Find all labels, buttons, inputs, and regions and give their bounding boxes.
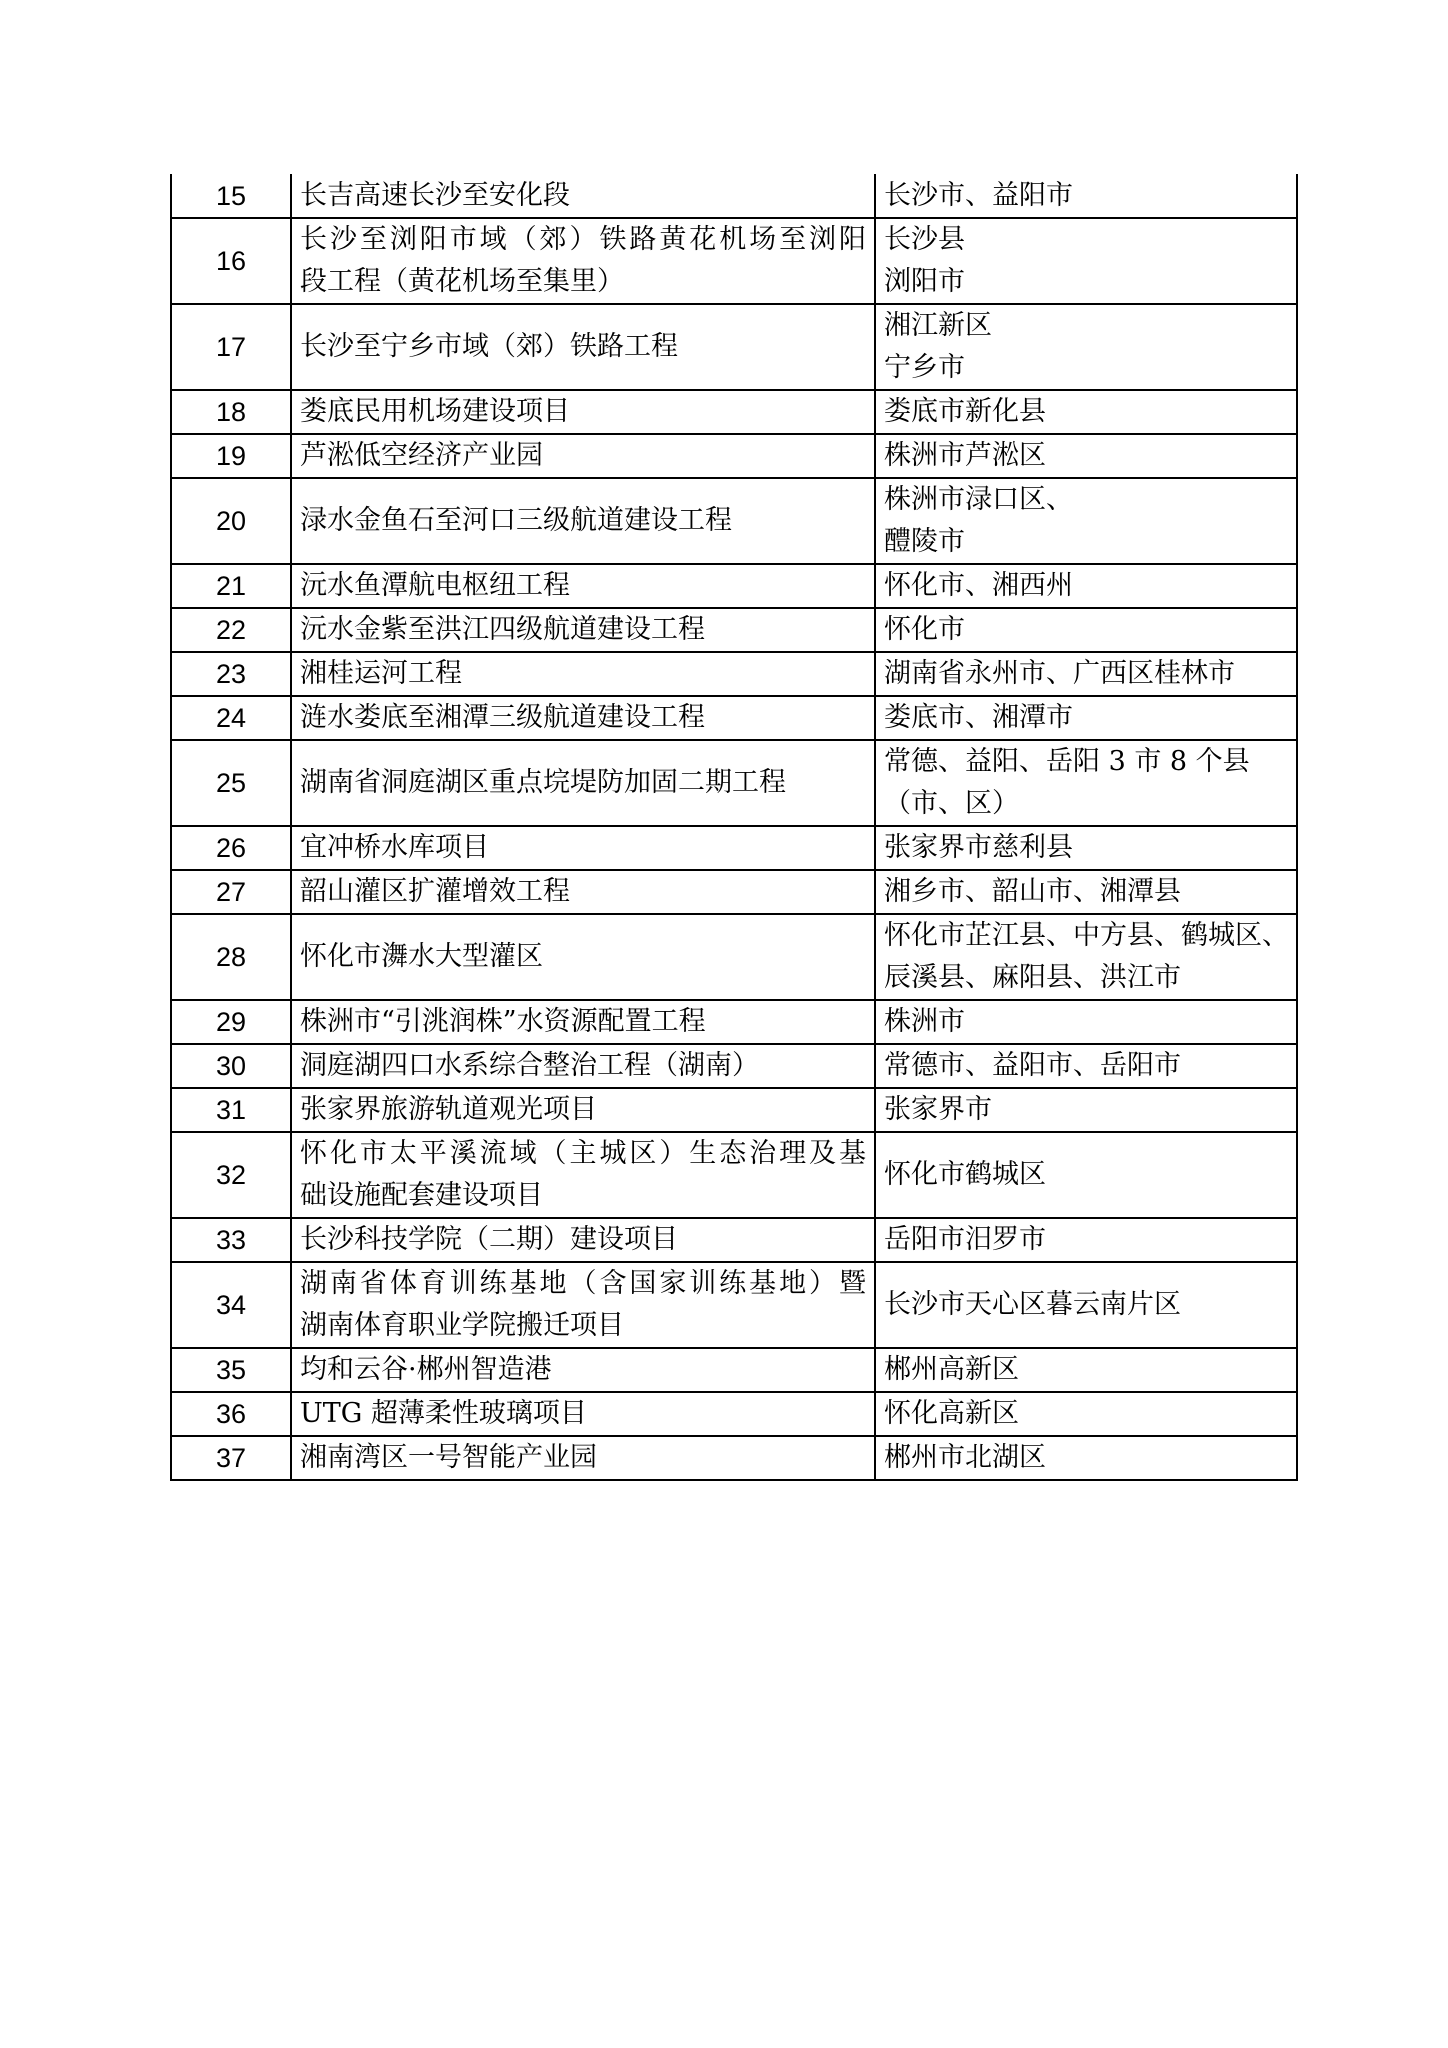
project-name-line: 沅水鱼潭航电枢纽工程 [300,570,570,601]
project-name-cell [291,564,875,608]
project-name-cell [291,218,875,304]
location-line: 株洲市芦淞区 [884,440,1046,471]
table-row [171,740,1297,826]
project-name-cell [291,826,875,870]
row-number: 20 [171,478,291,564]
project-name-cell [291,652,875,696]
location-line: 醴陵市 [884,526,965,557]
table-row [171,826,1297,870]
location-cell [875,1262,1297,1348]
table-row [171,218,1297,304]
location-line: 怀化市 [884,614,965,645]
table-row [171,304,1297,390]
project-name-line: 湘桂运河工程 [300,658,462,689]
location-line: （市、区） [884,788,1019,819]
project-name-cell [291,1218,875,1262]
table-row [171,174,1297,218]
table-row [171,1000,1297,1044]
project-name-cell [291,1000,875,1044]
location-line: 郴州高新区 [884,1354,1019,1385]
project-name-line: 湖南体育职业学院搬迁项目 [300,1310,624,1341]
location-cell [875,1436,1297,1480]
project-name-cell [291,434,875,478]
project-name-line: 长沙科技学院（二期）建设项目 [300,1224,678,1255]
project-name-line: 株洲市“引洮润株”水资源配置工程 [300,1006,706,1037]
table-row [171,1436,1297,1480]
table-row [171,390,1297,434]
project-name-line: 渌水金鱼石至河口三级航道建设工程 [300,505,732,536]
project-name-cell [291,478,875,564]
table-row [171,1262,1297,1348]
project-name-line: 怀化市太平溪流域（主城区）生态治理及基 [300,1138,866,1169]
project-name-cell [291,174,875,218]
project-name-line: 张家界旅游轨道观光项目 [300,1094,597,1125]
location-cell [875,1348,1297,1392]
project-name-line: 芦淞低空经济产业园 [300,440,543,471]
location-cell [875,1392,1297,1436]
row-number: 19 [171,434,291,478]
location-line: 岳阳市汨罗市 [884,1224,1046,1255]
location-line: 张家界市慈利县 [884,832,1073,863]
project-table [170,174,1298,1481]
project-name-line: 湘南湾区一号智能产业园 [300,1442,597,1473]
project-name-line: 础设施配套建设项目 [300,1180,543,1211]
table-row [171,1348,1297,1392]
location-line: 湘江新区 [884,310,992,341]
location-cell [875,652,1297,696]
row-number: 26 [171,826,291,870]
row-number: 16 [171,218,291,304]
project-name-cell [291,1392,875,1436]
row-number: 34 [171,1262,291,1348]
location-line: 长沙县 [884,224,965,255]
row-number: 30 [171,1044,291,1088]
row-number: 31 [171,1088,291,1132]
row-number: 36 [171,1392,291,1436]
project-name-cell [291,1088,875,1132]
project-name-cell [291,1436,875,1480]
project-name-cell [291,1132,875,1218]
table-row [171,870,1297,914]
table-row [171,1392,1297,1436]
location-cell [875,390,1297,434]
location-line: 怀化市芷江县、中方县、鹤城区、 [884,920,1289,951]
row-number: 23 [171,652,291,696]
project-name-line: 湖南省洞庭湖区重点垸堤防加固二期工程 [300,767,786,798]
row-number: 17 [171,304,291,390]
project-name-line: 长吉高速长沙至安化段 [300,179,570,211]
location-cell [875,1088,1297,1132]
project-name-line: 长沙至浏阳市域（郊）铁路黄花机场至浏阳 [300,224,866,255]
row-number: 22 [171,608,291,652]
location-cell [875,564,1297,608]
location-line: 娄底市、湘潭市 [884,702,1073,733]
row-number: 21 [171,564,291,608]
project-name-cell [291,608,875,652]
location-cell [875,218,1297,304]
project-name-cell [291,1044,875,1088]
location-line: 长沙市天心区暮云南片区 [884,1289,1181,1320]
row-number: 28 [171,914,291,1000]
location-cell [875,304,1297,390]
table-row [171,434,1297,478]
project-name-line: 洞庭湖四口水系综合整治工程（湖南） [300,1050,759,1081]
location-line: 辰溪县、麻阳县、洪江市 [884,962,1181,993]
location-line: 常德市、益阳市、岳阳市 [884,1050,1181,1081]
location-cell [875,696,1297,740]
location-cell [875,608,1297,652]
location-line: 郴州市北湖区 [884,1442,1046,1473]
project-name-line: 怀化市㵲水大型灌区 [300,941,543,972]
project-name-line: 沅水金紫至洪江四级航道建设工程 [300,614,705,645]
location-line: 湘乡市、韶山市、湘潭县 [884,876,1181,907]
location-line: 浏阳市 [884,266,965,297]
project-name-line: 长沙至宁乡市域（郊）铁路工程 [300,331,678,362]
row-number: 29 [171,1000,291,1044]
location-cell [875,478,1297,564]
location-line: 常德、益阳、岳阳 3 市 8 个县 [884,746,1250,777]
row-number: 24 [171,696,291,740]
project-name-line: 均和云谷·郴州智造港 [300,1354,552,1385]
row-number: 32 [171,1132,291,1218]
location-line: 株洲市 [884,1006,965,1037]
row-number: 27 [171,870,291,914]
table-row [171,1044,1297,1088]
row-number: 18 [171,390,291,434]
row-number: 25 [171,740,291,826]
project-name-cell [291,740,875,826]
row-number: 33 [171,1218,291,1262]
project-name-line: 宜冲桥水库项目 [300,832,489,863]
project-name-line: UTG 超薄柔性玻璃项目 [300,1398,587,1429]
table-row [171,608,1297,652]
table-row [171,478,1297,564]
project-name-line: 涟水娄底至湘潭三级航道建设工程 [300,702,705,733]
table-row [171,564,1297,608]
project-name-cell [291,696,875,740]
location-cell [875,826,1297,870]
project-name-cell [291,914,875,1000]
location-cell [875,1044,1297,1088]
location-cell [875,914,1297,1000]
location-line: 湖南省永州市、广西区桂林市 [884,658,1235,689]
location-line: 宁乡市 [884,352,965,383]
location-line: 张家界市 [884,1094,992,1125]
location-line: 怀化市、湘西州 [884,570,1073,601]
location-cell [875,1000,1297,1044]
location-line: 长沙市、益阳市 [884,179,1073,211]
location-cell [875,434,1297,478]
project-name-line: 湖南省体育训练基地（含国家训练基地）暨 [300,1268,866,1299]
table-row [171,1132,1297,1218]
project-name-line: 段工程（黄花机场至集里） [300,266,624,297]
location-cell [875,740,1297,826]
project-name-line: 娄底民用机场建设项目 [300,396,570,427]
table-row [171,1218,1297,1262]
project-name-line: 韶山灌区扩灌增效工程 [300,876,570,907]
table-row [171,652,1297,696]
location-cell [875,1218,1297,1262]
project-name-cell [291,390,875,434]
location-cell [875,174,1297,218]
project-name-cell [291,1262,875,1348]
location-cell [875,1132,1297,1218]
location-line: 怀化市鹤城区 [884,1159,1046,1190]
location-line: 怀化高新区 [884,1398,1019,1429]
row-number: 37 [171,1436,291,1480]
location-line: 娄底市新化县 [884,396,1046,427]
project-name-cell [291,304,875,390]
table-row [171,914,1297,1000]
row-number: 35 [171,1348,291,1392]
row-number: 15 [171,174,291,218]
project-table-body [171,174,1297,1480]
location-line: 株洲市渌口区、 [884,484,1073,515]
project-name-cell [291,870,875,914]
table-row [171,696,1297,740]
table-row [171,1088,1297,1132]
location-cell [875,870,1297,914]
project-name-cell [291,1348,875,1392]
